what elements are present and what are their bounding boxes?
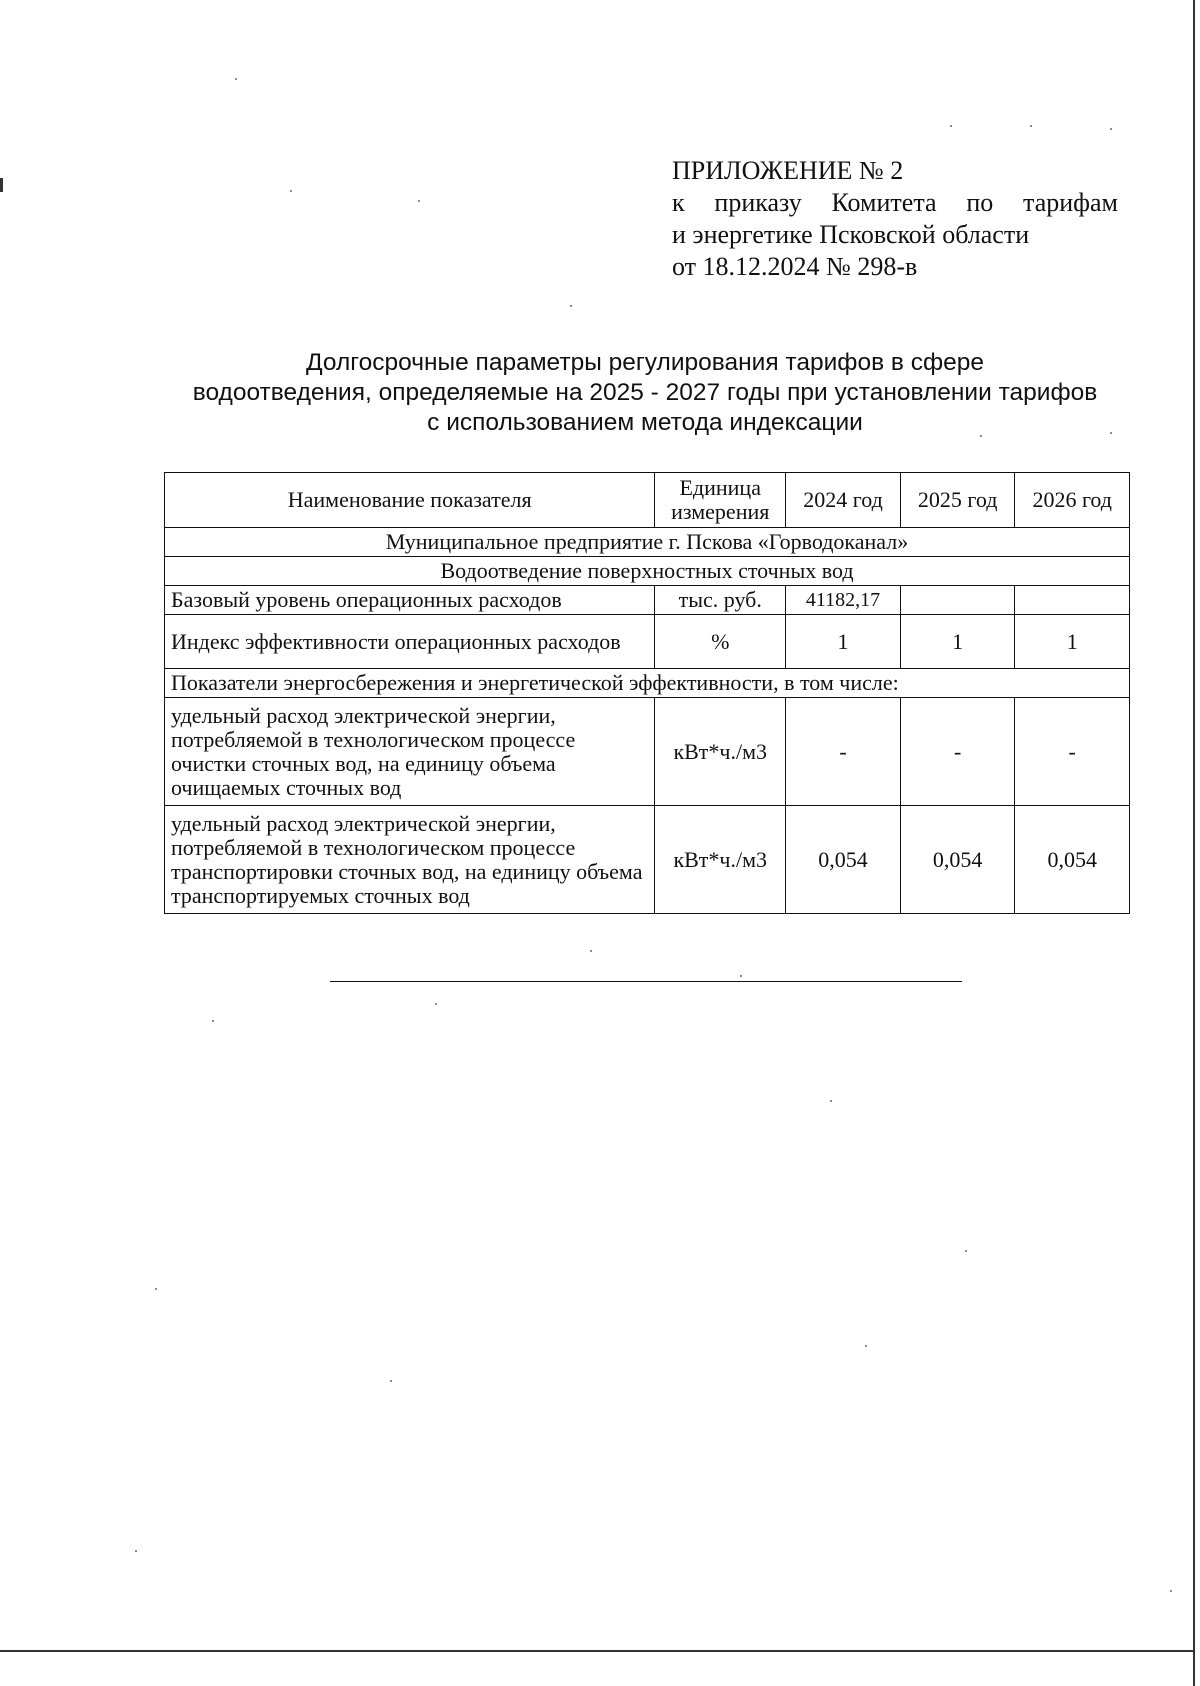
energy-section-name: Показатели энергосбережения и энергетической эффективности, в том числе: (165, 669, 1130, 698)
header-2025: 2025 год (900, 473, 1015, 528)
header-name: Наименование показателя (165, 473, 655, 528)
scan-edge-right (1193, 0, 1195, 1686)
table-row (165, 698, 1130, 806)
closing-rule (330, 981, 962, 982)
row-unit: кВт*ч./м3 (655, 806, 786, 914)
row-value-2025: 0,054 (900, 806, 1015, 914)
header-2026: 2026 год (1015, 473, 1130, 528)
appendix-line-1: к приказу Комитета по тарифам (672, 188, 1118, 217)
row-value-2024: 41182,17 (786, 586, 901, 615)
row-name: Индекс эффективности операционных расходов (165, 615, 655, 669)
row-unit: % (655, 615, 786, 669)
row-value-2024: - (786, 698, 901, 806)
row-value-2024: 1 (786, 615, 901, 669)
scan-edge-mark (0, 178, 3, 192)
row-name: Базовый уровень операционных расходов (165, 586, 655, 615)
energy-section-row (165, 669, 1130, 698)
row-name: удельный расход электрической энергии, потребляемой в технологическом процессе транспортировки сточных вод, на единицу объема транспортируемых сточных вод (165, 806, 655, 914)
row-name: удельный расход электрической энергии, потребляемой в технологическом процессе очистки сточных вод, на единицу объема очищаемых сточных вод (165, 698, 655, 806)
table-header-row (165, 473, 1130, 528)
heading-line-2: водоотведения, определяемые на 2025 - 2027 годы при установлении тарифов (192, 379, 1098, 406)
section-row (165, 557, 1130, 586)
row-value-2024: 0,054 (786, 806, 901, 914)
parameters-table (164, 472, 1130, 914)
row-value-2025: - (900, 698, 1015, 806)
document-heading (160, 348, 1130, 438)
header-2024: 2024 год (786, 473, 901, 528)
row-value-2026: 0,054 (1015, 806, 1130, 914)
table-row (165, 586, 1130, 615)
row-unit: кВт*ч./м3 (655, 698, 786, 806)
organization-row (165, 528, 1130, 557)
scan-edge-bottom (0, 1650, 1195, 1652)
appendix-line-3: от 18.12.2024 № 298-в (672, 252, 918, 281)
row-value-2026 (1015, 586, 1130, 615)
row-value-2026: - (1015, 698, 1130, 806)
row-value-2026: 1 (1015, 615, 1130, 669)
header-unit: Единица измерения (655, 473, 786, 528)
section-name: Водоотведение поверхностных сточных вод (165, 557, 1130, 586)
appendix-line-2: и энергетике Псковской области (672, 220, 1030, 249)
row-unit: тыс. руб. (655, 586, 786, 615)
appendix-title: ПРИЛОЖЕНИЕ № 2 (672, 156, 904, 185)
heading-line-3: с использованием метода индексации (427, 409, 863, 436)
table-row (165, 615, 1130, 669)
row-value-2025: 1 (900, 615, 1015, 669)
heading-line-1: Долгосрочные параметры регулирования тарифов в сфере (305, 349, 985, 376)
row-value-2025 (900, 586, 1015, 615)
table-row (165, 806, 1130, 914)
organization-name: Муниципальное предприятие г. Пскова «Горводоканал» (165, 528, 1130, 557)
appendix-block (672, 155, 1118, 283)
